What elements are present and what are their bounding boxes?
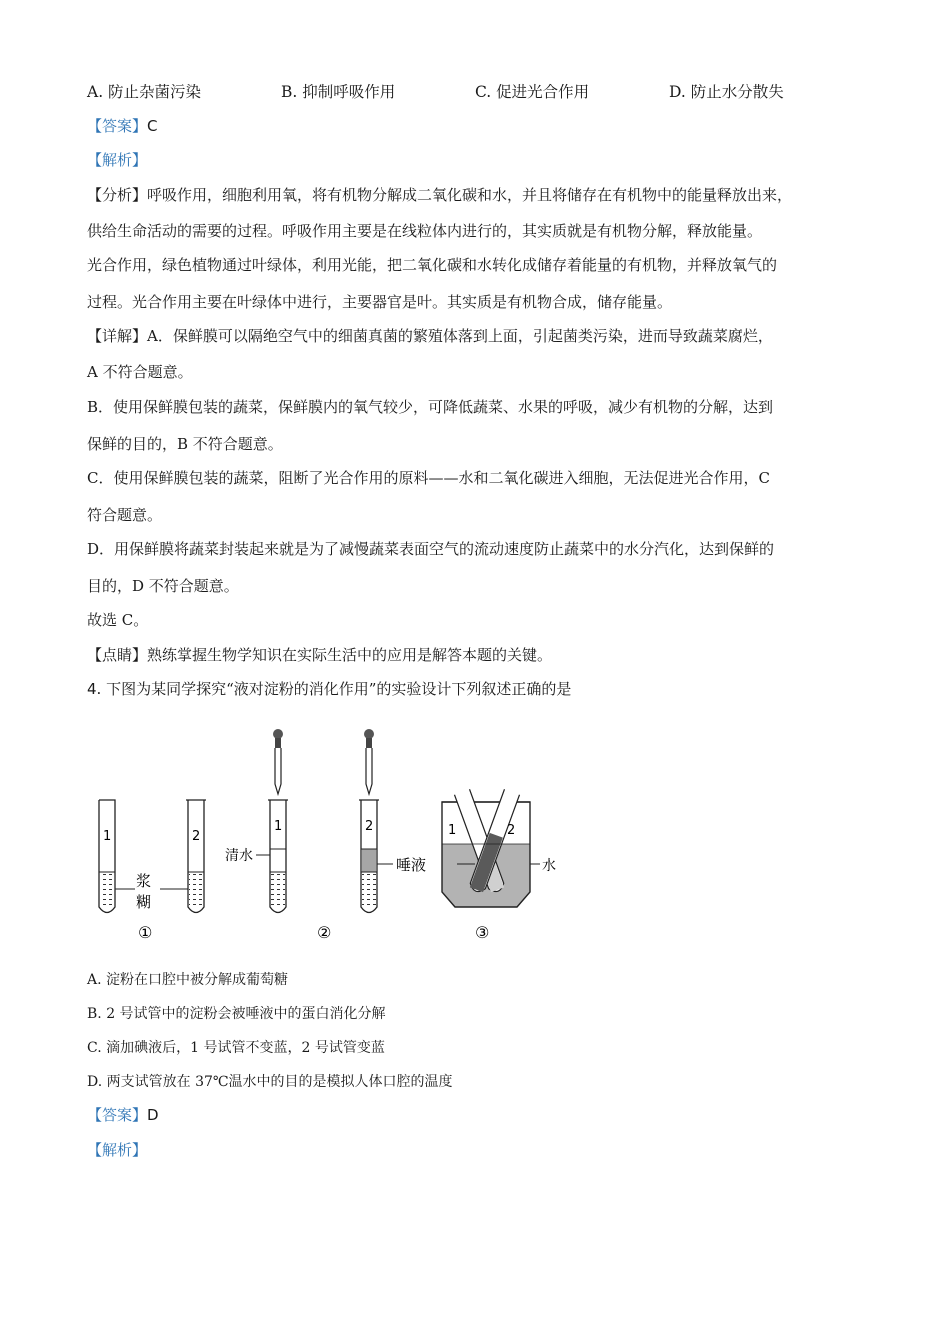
answer-value: D [147,1106,159,1124]
step-1-marker: ① [138,923,153,942]
q4-option-c: C. 滴加碘液后，1 号试管不变蓝，2 号试管变蓝 [87,1040,385,1056]
q3-text-line: 光合作用，绿色植物通过叶绿体，利用光能，把二氧化碳和水转化成储存着能量的有机物，并释放氧气的 [87,256,778,274]
q4-option-b: B. 2 号试管中的淀粉会被唾液中的蛋白消化分解 [87,1006,386,1022]
tube-2-step1 [160,800,206,913]
q3-text-line: 【点睛】熟练掌握生物学知识在实际生活中的应用是解答本题的关键。 [87,646,553,664]
label-saliva: 唾液 [396,856,427,874]
tube-1-number: 1 [448,823,457,838]
q3-text-line: C．使用保鲜膜包装的蔬菜，阻断了光合作用的原料——水和二氧化碳进入细胞，无法促进光合作用，C [87,469,770,487]
answer-value: C [147,117,158,135]
q4-stem-text: . 下图为某同学探究“液对淀粉的消化作用”的实验设计下列叙述正确的是 [96,680,572,698]
dropper-1 [273,729,283,794]
q3-text-line: 符合题意。 [87,506,163,524]
tube-2-number: 2 [507,823,516,838]
q3-text-line: 故选 C。 [87,611,149,629]
q4-analysis-tag: 【解析】 [87,1141,148,1159]
q3-text-line: 过程。光合作用主要在叶绿体中进行，主要器官是叶。其实质是有机物合成，储存能量。 [87,293,673,311]
tube-1-step1 [99,800,135,913]
q4-stem [87,678,571,699]
tube-2-number: 2 [192,829,201,844]
q4-option-d: D. 两支试管放在 37℃温水中的目的是模拟人体口腔的温度 [87,1074,453,1090]
answer-tag: 【答案】 [87,1106,148,1124]
step-2-marker: ② [317,923,332,942]
q3-text-line: D．用保鲜膜将蔬菜封装起来就是为了减慢蔬菜表面空气的流动速度防止蔬菜中的水分汽化，达到保鲜的 [87,540,775,558]
q3-option-a: A. 防止杂菌污染 [87,83,202,101]
label-water: 清水 [225,848,253,864]
q3-answer [87,115,158,136]
q3-text-line: 供给生命活动的需要的过程。呼吸作用主要是在线粒体内进行的，其实质就是有机物分解，释放能量。 [87,222,763,240]
q3-option-b: B. 抑制呼吸作用 [281,83,396,101]
q3-text-line: 【详解】A．保鲜膜可以隔绝空气中的细菌真菌的繁殖体落到上面，引起菌类污染，进而导致蔬菜腐烂， [87,327,773,345]
tube-2-number: 2 [365,819,374,834]
dropper-2 [364,729,374,794]
water-bath-beaker [442,789,540,910]
q4-answer [87,1104,159,1125]
tube-2-step2 [359,800,393,913]
q3-analysis-tag: 【解析】 [87,151,148,169]
q3-text-line: 目的，D 不符合题意。 [87,577,239,595]
q4-number: 4 [87,680,97,698]
tube-1-number: 1 [274,819,283,834]
label-bath-water: 水 [542,858,556,874]
experiment-figure [90,722,570,947]
q3-text-line: 保鲜的目的，B 不符合题意。 [87,435,283,453]
q3-text-line: 【分析】呼吸作用，细胞利用氧，将有机物分解成二氧化碳和水，并且将储存在有机物中的能量释放出来， [87,186,793,204]
label-paste-2: 糊 [136,893,152,911]
q3-option-c: C. 促进光合作用 [475,83,590,101]
tube-1-step2 [256,800,288,913]
step-3-marker: ③ [475,923,490,942]
q3-text-line: A 不符合题意。 [87,363,193,381]
tube-1-number: 1 [103,829,112,844]
label-paste: 浆 [136,872,152,890]
answer-tag: 【答案】 [87,117,148,135]
q4-option-a: A. 淀粉在口腔中被分解成葡萄糖 [87,972,289,988]
q3-text-line: B．使用保鲜膜包装的蔬菜，保鲜膜内的氧气较少，可降低蔬菜、水果的呼吸，减少有机物的分解，达到 [87,398,774,416]
q3-option-d: D. 防止水分散失 [669,83,784,101]
